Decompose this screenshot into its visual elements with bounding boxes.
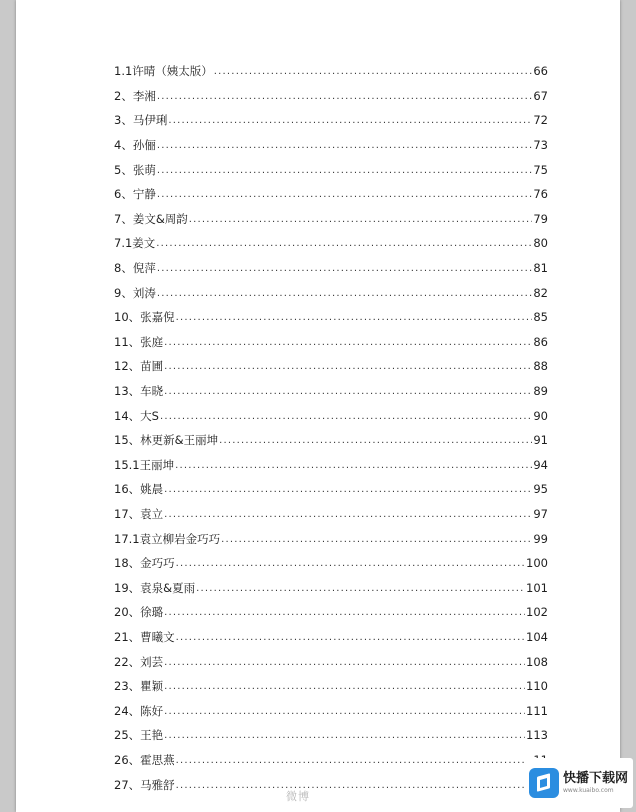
toc-entry-title: 23、瞿颖 [114,679,164,694]
toc-dot-leader [176,756,533,766]
toc-entry-title: 2、李湘 [114,88,156,103]
toc-dot-leader [160,412,532,422]
badge-title: 快播下载网 [563,771,629,786]
toc-entry-page-number: 82 [533,285,548,300]
toc-entry-page-number: 95 [533,482,548,497]
toc-entry-page-number: 75 [533,162,548,177]
toc-entry-page-number: 79 [533,211,548,226]
toc-entry-page-number: 81 [533,261,548,276]
toc-entry[interactable] [114,575,548,600]
toc-entry[interactable] [114,379,548,404]
toc-dot-leader [221,535,532,545]
badge-text [563,771,628,795]
toc-entry[interactable] [114,108,548,133]
toc-entry[interactable] [114,256,548,281]
toc-dot-leader [168,116,532,126]
toc-entry-title: 22、刘芸 [114,654,164,669]
document-page [16,0,620,812]
toc-entry-title: 5、张萌 [114,162,156,177]
toc-entry[interactable] [114,698,548,723]
toc-dot-leader [156,239,532,249]
toc-entry[interactable] [114,207,548,232]
toc-entry-title: 13、车晓 [114,384,164,399]
toc-dot-leader [164,682,525,692]
toc-entry[interactable] [114,59,548,84]
toc-entry-title: 25、王艳 [114,728,164,743]
toc-entry[interactable] [114,182,548,207]
toc-entry-title: 10、张嘉倪 [114,310,175,325]
toc-entry[interactable] [114,625,548,650]
toc-entry-title: 26、霍思燕 [114,752,175,767]
toc-entry[interactable] [114,84,548,109]
toc-entry-title: 4、孙俪 [114,138,156,153]
toc-dot-leader [176,559,525,569]
toc-dot-leader [164,731,525,741]
toc-entry[interactable] [114,477,548,502]
toc-entry[interactable] [114,428,548,453]
toc-entry-page-number: 111 [526,703,548,718]
toc-entry[interactable] [114,354,548,379]
app-logo-icon [529,768,559,798]
toc-entry-page-number: 110 [526,679,548,694]
toc-dot-leader [164,485,532,495]
weibo-watermark: 微博 [286,790,310,803]
toc-entry-page-number: 113 [526,728,548,743]
toc-entry-title: 17、袁立 [114,506,164,521]
toc-entry[interactable] [114,231,548,256]
toc-entry-page-number: 72 [533,113,548,128]
toc-entry-title: 8、倪萍 [114,261,156,276]
toc-entry-title: 27、马雅舒 [114,777,175,792]
toc-entry-title: 3、马伊琍 [114,113,168,128]
toc-entry-page-number: 102 [526,605,548,620]
toc-dot-leader [164,608,525,618]
toc-dot-leader [164,658,525,668]
toc-entry[interactable] [114,723,548,748]
toc-entry-page-number: 99 [533,531,548,546]
toc-entry-page-number: 104 [526,629,548,644]
toc-entry-page-number: 91 [533,433,548,448]
toc-entry-title: 20、徐璐 [114,605,164,620]
toc-entry-page-number: 90 [533,408,548,423]
toc-entry[interactable] [114,403,548,428]
toc-entry-title: 16、姚晨 [114,482,164,497]
toc-entry-page-number: 86 [533,334,548,349]
toc-entry-page-number: 85 [533,310,548,325]
toc-entry-title: 19、袁泉&夏雨 [114,580,196,595]
toc-entry-title: 6、宁静 [114,187,156,202]
toc-entry-title: 15、林更新&王丽坤 [114,433,219,448]
toc-entry-page-number: 97 [533,506,548,521]
toc-entry-page-number: 88 [533,359,548,374]
table-of-contents [114,59,548,797]
toc-dot-leader [157,190,533,200]
toc-dot-leader [157,166,533,176]
toc-entry-page-number: 89 [533,384,548,399]
toc-entry[interactable] [114,674,548,699]
toc-dot-leader [219,436,532,446]
toc-entry[interactable] [114,453,548,478]
toc-entry-title: 14、大S [114,408,159,423]
toc-entry[interactable] [114,526,548,551]
toc-entry[interactable] [114,649,548,674]
toc-entry-title: 7、姜文&周韵 [114,211,188,226]
badge-subtitle: www.kuaibo.com [563,787,614,794]
toc-dot-leader [176,313,533,323]
toc-entry-page-number: 67 [533,88,548,103]
toc-dot-leader [157,264,533,274]
toc-entry-page-number: 108 [526,654,548,669]
toc-entry-title: 12、苗圃 [114,359,164,374]
toc-entry-page-number: 76 [533,187,548,202]
toc-entry-page-number: 80 [533,236,548,251]
toc-entry[interactable] [114,330,548,355]
toc-dot-leader [189,215,533,225]
toc-entry[interactable] [114,772,548,797]
toc-entry-page-number: 66 [533,64,548,79]
toc-entry-page-number: 73 [533,138,548,153]
toc-dot-leader [157,141,533,151]
toc-entry[interactable] [114,133,548,158]
toc-entry-title: 9、刘涛 [114,285,156,300]
toc-entry[interactable] [114,551,548,576]
toc-dot-leader [176,633,525,643]
toc-dot-leader [175,461,532,471]
toc-entry-title: 17.1袁立柳岩金巧巧 [114,531,221,546]
toc-entry-title: 24、陈好 [114,703,164,718]
toc-entry[interactable] [114,157,548,182]
toc-dot-leader [164,338,532,348]
toc-dot-leader [157,289,533,299]
toc-dot-leader [214,67,533,77]
toc-dot-leader [164,707,525,717]
toc-entry[interactable] [114,600,548,625]
toc-dot-leader [164,362,532,372]
site-badge[interactable] [525,758,633,808]
toc-entry[interactable] [114,748,548,773]
toc-entry-title: 15.1王丽坤 [114,457,175,472]
toc-dot-leader [164,510,532,520]
toc-entry-title: 1.1许晴（姨太版） [114,64,213,79]
toc-entry[interactable] [114,502,548,527]
toc-entry[interactable] [114,280,548,305]
toc-entry-page-number: 101 [526,580,548,595]
toc-dot-leader [176,781,547,791]
toc-entry-title: 7.1姜文 [114,236,156,251]
toc-entry-page-number: 100 [526,556,548,571]
toc-entry-title: 18、金巧巧 [114,556,175,571]
toc-entry-title: 21、曹曦文 [114,629,175,644]
toc-entry[interactable] [114,305,548,330]
toc-dot-leader [196,584,525,594]
toc-dot-leader [157,92,533,102]
toc-entry-page-number: 94 [533,457,548,472]
toc-entry-title: 11、张庭 [114,334,164,349]
toc-dot-leader [164,387,532,397]
